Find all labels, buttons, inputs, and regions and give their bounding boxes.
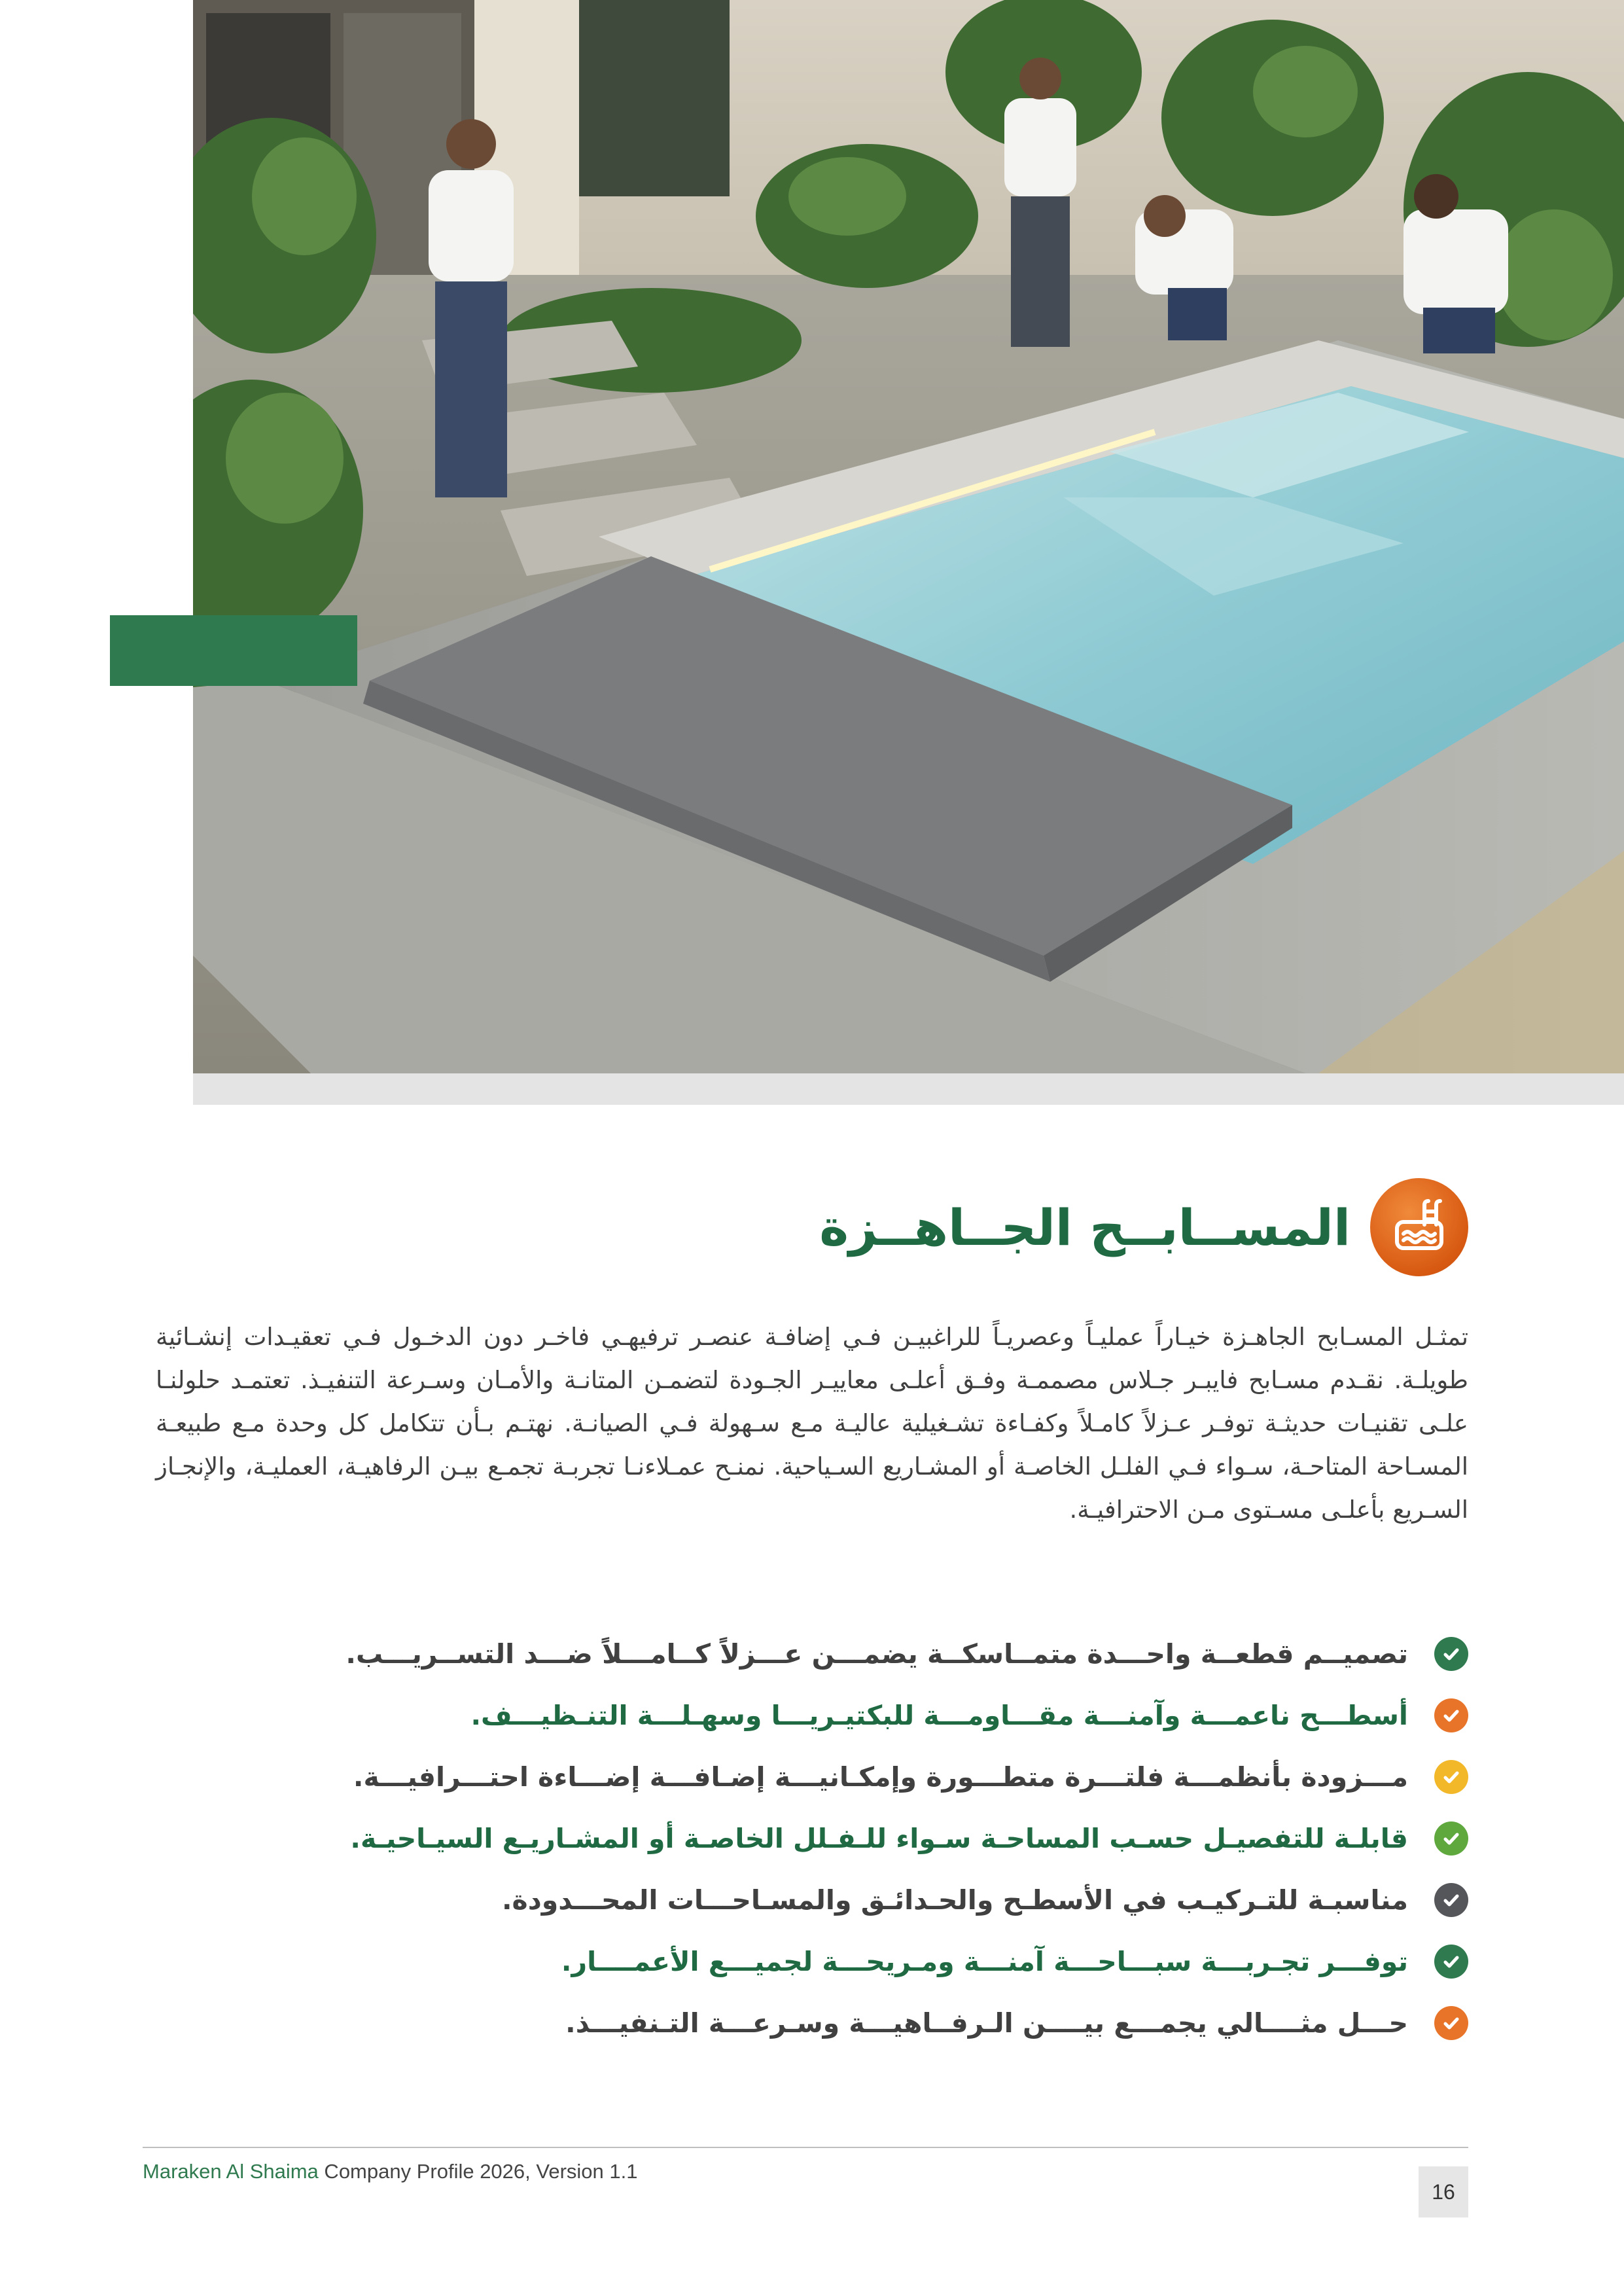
features-list [160, 1623, 1468, 2054]
check-icon [1434, 1760, 1468, 1794]
feature-item [160, 1931, 1468, 1992]
section-heading [819, 1178, 1468, 1276]
feature-item [160, 1623, 1468, 1685]
page-number: 16 [1419, 2166, 1468, 2217]
check-icon [1434, 1637, 1468, 1671]
feature-item [160, 1808, 1468, 1869]
feature-item [160, 1685, 1468, 1746]
hero-photo [193, 0, 1624, 1073]
hero-photo-shadow [193, 1073, 1624, 1105]
intro-paragraph: تمثـل المسـابح الجاهـزة خيـاراً عمليـاً وعصريـاً للراغبيـن فـي إضافـة عنصـر ترفيهـي فاخـر دون الدخـول فـي تعقيـدات إنشـائية طويلـة. نقـدم مسـابح فايبـر جـلاس مصممـة وفـق أعلـى معاييـر الجـودة لتضمـن المتانـة والأمـان وسـرعة التنفيـذ. تعتمـد حلولنـا علـى تقنيـات حديثـة توفـر عـزلاً كامـلاً وكفـاءة تشـغيلية عاليـة مـع سـهولة فـي الصيانـة. نهتـم بـأن تتكامل كل وحدة مـع طبيعـة المسـاحة المتاحـة، سـواء فـي الفلـل الخاصـة أو المشـاريع السـياحية. نمنـح عمـلاءنـا تجربـة تجمـع بيـن الرفاهيـة، العمليـة، والإنجـاز السـريع بأعلـى مسـتوى مـن الاحترافيـة. [156, 1323, 1468, 1524]
feature-text: أسطـــح ناعمـــة وآمنـــة مقـــاومـــة للبكتيـريـــا وسهـلـــة التنـظيـــف. [470, 1700, 1408, 1731]
footer-caption [143, 2160, 638, 2183]
page-title: المســابــح الجــاهــزة [819, 1198, 1350, 1257]
footer-divider [143, 2147, 1468, 2148]
pool-icon [1370, 1178, 1468, 1276]
check-icon [1434, 1883, 1468, 1917]
feature-item [160, 1746, 1468, 1808]
feature-item [160, 1992, 1468, 2054]
feature-text: مـــزودة بأنظمـــة فلتـــرة متطـــورة وإمكـانيـــة إضـافـــة إضـــاءة احتـــرافيـــة. [353, 1761, 1408, 1793]
feature-item [160, 1869, 1468, 1931]
footer-profile-text: Company Profile 2026, Version 1.1 [318, 2160, 638, 2183]
check-icon [1434, 1821, 1468, 1856]
check-icon [1434, 2006, 1468, 2040]
feature-text: مناسبـة للتـركيـب في الأسطـح والحـدائـق والمسـاحـــات المحـــدودة. [501, 1884, 1408, 1916]
accent-bar [110, 615, 357, 686]
feature-text: حـــل مثــــالي يجمـــع بيــــن الـرفــاهيـــة وسـرعـــة التـنفيـــذ. [565, 2007, 1408, 2039]
footer-brand: Maraken Al Shaima [143, 2160, 319, 2183]
check-icon [1434, 1945, 1468, 1979]
check-icon [1434, 1698, 1468, 1732]
feature-text: قابلـة للتفصيـل حسـب المساحـة سـواء للـفـلل الخاصـة أو المشـاريـع السيـاحيـة. [350, 1823, 1408, 1854]
feature-text: تصميــم قطعــة واحـــدة متمــاسكــة يضمـــن عـــزلاً كــامـــلاً ضـــد التســريـــب. [345, 1638, 1408, 1670]
feature-text: توفـــر تجـربـــة سبـــاحـــة آمنـــة ومـريحـــة لجميـــع الأعمــــار. [561, 1946, 1408, 1977]
